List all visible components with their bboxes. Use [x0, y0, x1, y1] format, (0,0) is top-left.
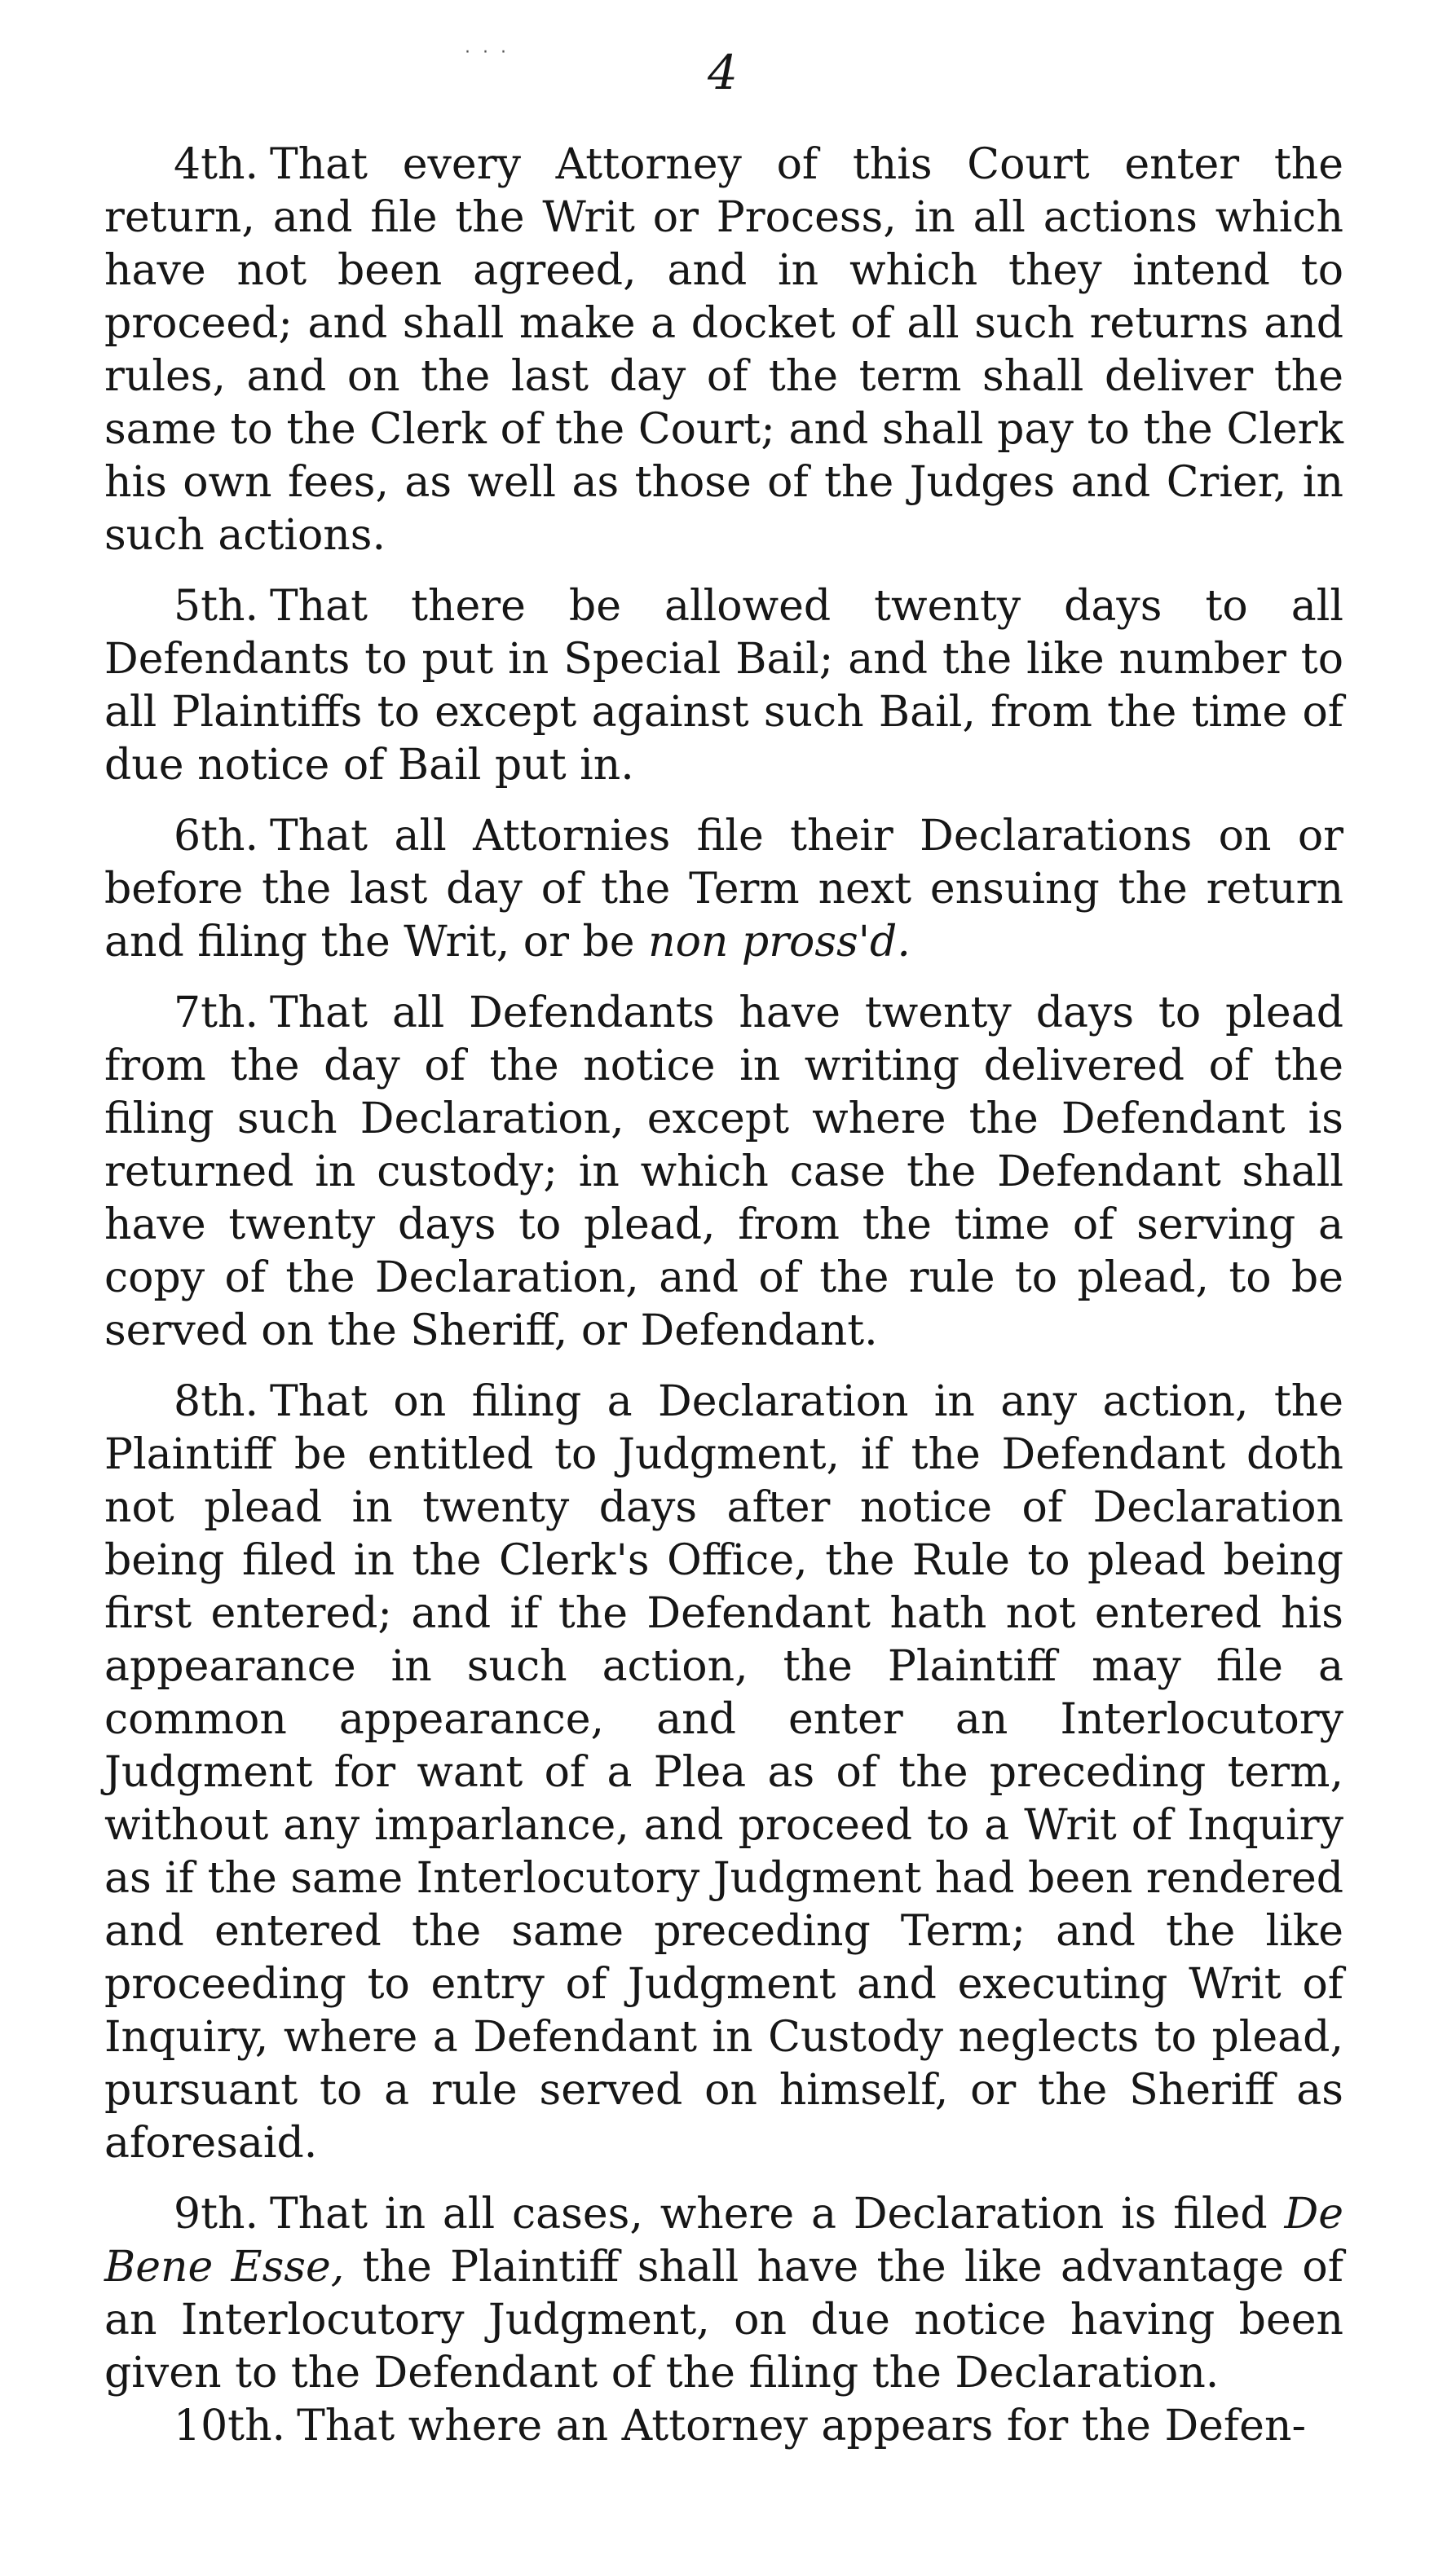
rule-number: 10th. — [174, 2402, 286, 2451]
rule-number: 5th. — [174, 582, 258, 631]
rule-paragraph-9th — [104, 2188, 1343, 2400]
rule-text: That there be allowed twenty days to all Defendants to put in Special Bail; and the like number to all Plaintiffs to except against such Bail, from the time of due notice of Bail put in. — [104, 582, 1343, 790]
rule-paragraph-4th — [104, 139, 1343, 562]
rule-paragraph-8th — [104, 1376, 1343, 2170]
rule-text-italic: De Bene Esse, — [104, 2190, 1343, 2292]
rule-paragraph-10th — [104, 2400, 1343, 2453]
rule-text-italic: non pross'd. — [648, 918, 911, 967]
rule-number: 8th. — [174, 1377, 258, 1426]
rule-number: 4th. — [174, 140, 258, 189]
rule-paragraph-5th — [104, 580, 1343, 792]
rule-text: That all Defendants have twenty days to plead from the day of the notice in writing delivered of the filing such Declaration, except where the Defendant is returned in custody; in which case the Defendant shall have twenty days to plead, from the time of serving a copy of the Declaration, and of the rule to plead, to be served on the Sheriff, or Defendant. — [104, 989, 1343, 1355]
rule-number: 9th. — [174, 2190, 258, 2239]
rule-paragraph-6th — [104, 810, 1343, 969]
rule-text: That all Attornies file their Declarations on or before the last day of the Term next ensuing the return and filing the Writ, or be — [104, 812, 1343, 967]
page-number: 4 — [708, 45, 738, 100]
page-speck-mark: · · · — [465, 42, 510, 63]
rule-number: 7th. — [174, 989, 258, 1037]
rule-paragraph-7th — [104, 987, 1343, 1358]
rule-text: That where an Attorney appears for the Defen- — [297, 2402, 1307, 2451]
rule-number: 6th. — [174, 812, 258, 861]
rule-text: That every Attorney of this Court enter the return, and file the Writ or Process, in all actions which have not been agreed, and in which they intend to proceed; and shall make a docket of all such returns and rules, and on the last day of the term shall deliver the same to the Clerk of the Court; and shall pay to the Clerk his own fees, as well as those of the Judges and Crier, in such actions. — [104, 140, 1343, 560]
rule-text: That on filing a Declaration in any action, the Plaintiff be entitled to Judgment, if the Defendant doth not plead in twenty days after notice of Declaration being filed in the Clerk's Office, the Rule to plead being first entered; and if the Defendant hath not entered his appearance in such action, the Plaintiff may file a common appearance, and enter an Interlocutory Judgment for want of a Plea as of the preceding term, without any imparlance, and proceed to a Writ of Inquiry as if the same Interlocutory Judgment had been rendered and entered the same preceding Term; and the like proceeding to entry of Judgment and executing Writ of Inquiry, where a Defendant in Custody neglects to plead, pursuant to a rule served on himself, or the Sheriff as aforesaid. — [104, 1377, 1343, 2168]
rule-text: That in all cases, where a Declaration is filed — [270, 2190, 1285, 2239]
body-text — [104, 139, 1343, 2453]
rule-text: the Plaintiff shall have the like advantage of an Interlocutory Judgment, on due notice having been given to the Defendant of the filing the Declaration. — [104, 2243, 1343, 2398]
